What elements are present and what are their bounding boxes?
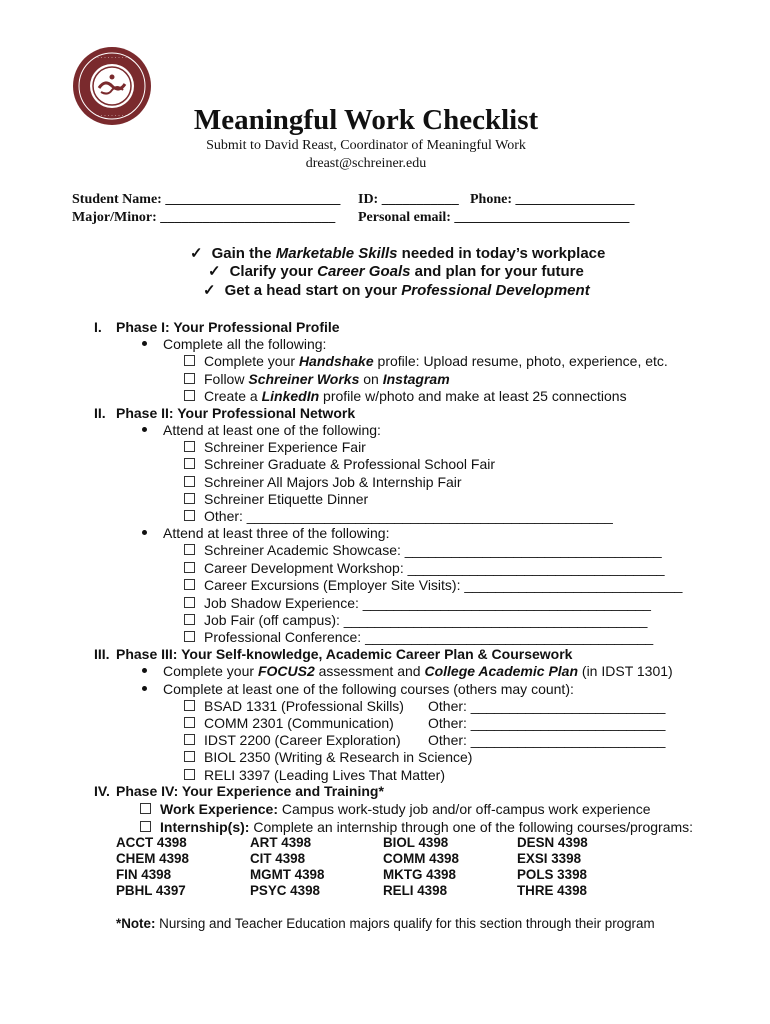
checkbox-icon[interactable] — [184, 579, 195, 590]
phase-1-bullet: Complete all the following: — [142, 336, 326, 352]
course-other-field[interactable]: Other: _________________________ — [428, 732, 666, 748]
phase-4-title: Phase IV: Your Experience and Training* — [116, 783, 384, 799]
major-minor-field[interactable]: Major/Minor: _________________________ — [72, 210, 336, 225]
checkbox-icon[interactable] — [184, 597, 195, 608]
checkbox-icon[interactable] — [184, 441, 195, 452]
checkbox-icon[interactable] — [184, 493, 195, 504]
checklist-item[interactable]: Schreiner Academic Showcase: _________________________________ — [184, 542, 662, 558]
course-code: THRE 4398 — [517, 883, 587, 898]
checklist-item[interactable]: Job Fair (off campus): _______________________________________ — [184, 612, 647, 628]
checkbox-icon[interactable] — [184, 373, 195, 384]
checklist-item-handshake[interactable]: Complete your Handshake profile: Upload resume, photo, experience, etc. — [184, 353, 668, 369]
checkbox-icon[interactable] — [184, 614, 195, 625]
checklist-item[interactable]: Career Excursions (Employer Site Visits): ____________________________ — [184, 577, 682, 593]
phase-3-bullet-1: Complete your FOCUS2 assessment and College Academic Plan (in IDST 1301) — [142, 663, 673, 679]
checklist-item[interactable]: Professional Conference: _____________________________________ — [184, 629, 653, 645]
course-code: POLS 3398 — [517, 867, 587, 882]
course-code: EXSI 3398 — [517, 851, 582, 866]
phase-2-bullet-1: Attend at least one of the following: — [142, 422, 381, 438]
phase-3-title: Phase III: Your Self-knowledge, Academic Career Plan & Coursework — [116, 646, 573, 662]
course-item[interactable]: RELI 3397 (Leading Lives That Matter) — [184, 767, 445, 783]
checkbox-icon[interactable] — [184, 700, 195, 711]
footnote: *Note: Nursing and Teacher Education majors qualify for this section through their program — [116, 916, 655, 931]
checkbox-icon[interactable] — [140, 821, 151, 832]
internship-item[interactable]: Internship(s): Complete an internship through one of the following courses/programs: — [140, 819, 693, 835]
checkbox-icon[interactable] — [184, 631, 195, 642]
bullet-icon — [142, 427, 147, 432]
checklist-item[interactable]: Schreiner All Majors Job & Internship Fair — [184, 474, 462, 490]
course-other-field[interactable]: Other: _________________________ — [428, 715, 666, 731]
checkbox-icon[interactable] — [184, 769, 195, 780]
page-title: Meaningful Work Checklist — [193, 104, 539, 136]
course-code: MKTG 4398 — [383, 867, 456, 882]
goal-professional-development: ✓ Get a head start on your Professional Development — [203, 282, 590, 299]
course-item[interactable]: BSAD 1331 (Professional Skills) — [184, 698, 404, 714]
course-code: DESN 4398 — [517, 835, 588, 850]
course-item[interactable]: BIOL 2350 (Writing & Research in Science) — [184, 749, 472, 765]
svg-text:· · · · · · · · ·: · · · · · · · · · — [97, 113, 127, 119]
checkbox-icon[interactable] — [184, 562, 195, 573]
id-field[interactable]: ID: ___________ — [358, 192, 459, 207]
checkbox-icon[interactable] — [184, 458, 195, 469]
bullet-icon — [142, 530, 147, 535]
checklist-item[interactable]: Schreiner Graduate & Professional School Fair — [184, 456, 495, 472]
course-code: BIOL 4398 — [383, 835, 449, 850]
phase-3-bullet-2: Complete at least one of the following courses (others may count): — [142, 681, 574, 697]
checkbox-icon[interactable] — [184, 390, 195, 401]
course-code: ACCT 4398 — [116, 835, 187, 850]
course-code: PSYC 4398 — [250, 883, 320, 898]
checkbox-icon[interactable] — [184, 476, 195, 487]
phase-2-title: Phase II: Your Professional Network — [116, 405, 356, 421]
course-other-field[interactable]: Other: _________________________ — [428, 698, 666, 714]
checkmark-icon: ✓ — [190, 245, 203, 262]
submit-line: Submit to David Reast, Coordinator of Meaningful Work — [206, 138, 526, 153]
checklist-item-instagram[interactable]: Follow Schreiner Works on Instagram — [184, 371, 450, 387]
checklist-item[interactable]: Other: _______________________________________________ — [184, 508, 613, 524]
phase-1-title: Phase I: Your Professional Profile — [116, 319, 340, 335]
course-code: ART 4398 — [250, 835, 312, 850]
checklist-item[interactable]: Career Development Workshop: _________________________________ — [184, 560, 665, 576]
student-name-field[interactable]: Student Name: _________________________ — [72, 192, 341, 207]
phase-1-number: I. — [94, 319, 102, 335]
checkbox-icon[interactable] — [184, 717, 195, 728]
phase-2-bullet-2: Attend at least three of the following: — [142, 525, 389, 541]
course-code: MGMT 4398 — [250, 867, 325, 882]
checkbox-icon[interactable] — [184, 734, 195, 745]
course-item[interactable]: COMM 2301 (Communication) — [184, 715, 394, 731]
checkbox-icon[interactable] — [184, 544, 195, 555]
checkbox-icon[interactable] — [184, 355, 195, 366]
course-item[interactable]: IDST 2200 (Career Exploration) — [184, 732, 401, 748]
coordinator-email: dreast@schreiner.edu — [305, 156, 427, 171]
checklist-item[interactable]: Job Shadow Experience: _____________________________________ — [184, 595, 651, 611]
checkbox-icon[interactable] — [140, 803, 151, 814]
checklist-item[interactable]: Schreiner Etiquette Dinner — [184, 491, 368, 507]
phase-4-number: IV. — [94, 783, 110, 799]
personal-email-field[interactable]: Personal email: _________________________ — [358, 210, 630, 225]
goal-marketable-skills: ✓ Gain the Marketable Skills needed in today’s workplace — [190, 245, 606, 262]
bullet-icon — [142, 341, 147, 346]
course-code: PBHL 4397 — [116, 883, 186, 898]
course-code: FIN 4398 — [116, 867, 172, 882]
checklist-item-linkedin[interactable]: Create a LinkedIn profile w/photo and make at least 25 connections — [184, 388, 627, 404]
bullet-icon — [142, 686, 147, 691]
course-code: COMM 4398 — [383, 851, 459, 866]
checkbox-icon[interactable] — [184, 751, 195, 762]
bullet-icon — [142, 668, 147, 673]
svg-text:· · · · · · · · ·: · · · · · · · · · — [97, 55, 127, 61]
phase-3-number: III. — [94, 646, 110, 662]
goal-career-goals: ✓ Clarify your Career Goals and plan for your future — [208, 263, 584, 280]
checklist-item[interactable]: Schreiner Experience Fair — [184, 439, 366, 455]
course-code: CHEM 4398 — [116, 851, 189, 866]
work-experience-item[interactable]: Work Experience: Campus work-study job and/or off-campus work experience — [140, 801, 650, 817]
checkmark-icon: ✓ — [208, 263, 221, 280]
course-code: RELI 4398 — [383, 883, 448, 898]
phase-2-number: II. — [94, 405, 106, 421]
checkbox-icon[interactable] — [184, 510, 195, 521]
phone-field[interactable]: Phone: _________________ — [470, 192, 635, 207]
course-code: CIT 4398 — [250, 851, 306, 866]
checkmark-icon: ✓ — [203, 282, 216, 299]
